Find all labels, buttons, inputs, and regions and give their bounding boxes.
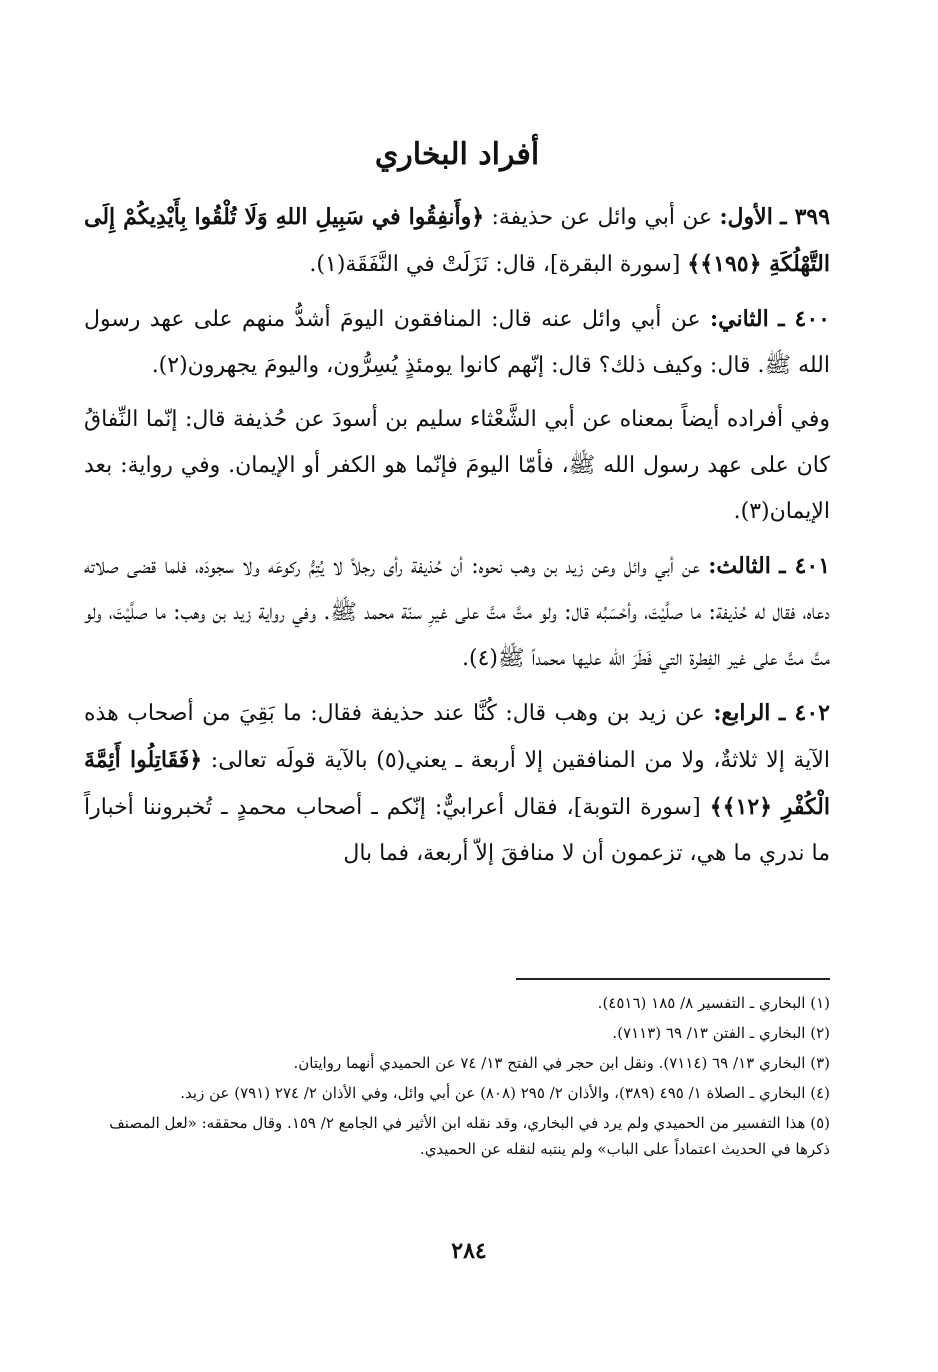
hadith-heading: الثالث: <box>708 553 771 579</box>
hadith-text-continued: [سورة البقرة]، قال: نَزَلَتْ في النَّفَقَة(١). <box>309 252 688 277</box>
hadith-text-continued: [سورة التوبة]، فقال أعرابيٌّ: إنّكم ـ أصحاب محمدٍ ـ تُخبروننا أخباراً ما ندري ما هي، تزعمون أن لا منافقَ إلاّ أربعة، فما بال <box>84 795 830 866</box>
hadith-paragraph-399 <box>84 194 830 288</box>
hadith-text: عن أبي وائل عنه قال: المنافقون اليومَ أشدُّ منهم على عهد رسول الله ﷺ. قال: وكيف ذلك؟ قال: إنّهم كانوا يومئذٍ يُسِرُّون، واليومَ يجهرون(٢). <box>84 307 830 378</box>
footnote: (٥) هذا التفسير من الحميدي ولم يرد في البخاري، وقد نقله ابن الأثير في الجامع ٢/ ١٥٩. وقال محققه: «لعل المصنف ذكرها في الحديث اعتماداً على الباب» ولم ينتبه لنقله عن الحميدي. <box>109 1114 830 1158</box>
hadith-text: وفي أفراده أيضاً بمعناه عن أبي الشَّعْثاء سليم بن أسودَ عن حُذيفة قال: إنّما النِّفاقُ كان على عهد رسول الله ﷺ، فأمّا اليومَ فإنّما هو الكفر أو الإيمان. وفي رواية: بعد الإيمان(٣). <box>84 407 830 524</box>
hadith-number: ٤٠٠ ـ <box>778 306 830 332</box>
hadith-number: ٣٩٩ ـ <box>780 204 831 230</box>
footnote-separator <box>516 978 830 980</box>
hadith-heading: الرابع: <box>713 700 771 726</box>
hadith-paragraph-400 <box>84 296 830 389</box>
footnote: (١) البخاري ـ التفسير ٨/ ١٨٥ (٤٥١٦). <box>597 994 830 1012</box>
hadith-paragraph-400-variant <box>84 397 830 535</box>
quran-verse: ﴿وأَنفِقُوا في سَبِيلِ اللهِ وَلَا تُلْقُوا بِأَيْدِيكُمْ إِلَى التَّهْلُكَةِ ﴿١٩٥﴾﴾ <box>84 204 830 277</box>
hadith-number: ٤٠١ ـ <box>779 553 831 579</box>
hadith-heading: الأول: <box>719 204 773 230</box>
hadith-text: عن أبي وائل عن حذيفة: <box>484 205 720 230</box>
quran-verse: ﴿فَقَاتِلُوا أَئِمَّةَ الْكُفْرِ ﴿١٢﴾﴾ <box>84 747 830 820</box>
hadith-paragraph-402 <box>84 690 830 877</box>
page-number: ٢٨٤ <box>451 1238 487 1264</box>
footnote: (٣) البخاري ١٣/ ٦٩ (٧١١٤). ونقل ابن حجر في الفتح ١٣/ ٧٤ عن الحميدي أنهما روايتان. <box>293 1054 830 1072</box>
footnotes <box>84 990 830 1166</box>
hadith-text: عن أبي وائل وعن زيد بن وهب نحوه: أن حُذيفة رأى رجلاً لا يُتِمُّ ركوعَه ولا سجودَه، فلما قضى صلاته دعاه، فقال له حُذيفة: ما صلَّيْتَ، وأحْسَبُه قال: ولو متَّ متَّ على غيرِ سنّة محمد ﷺ. وفي رواية زيد بن وهب: ما صلَّيْتَ، ولو متَّ متَّ على غير الفِطرة التي فَطَرَ الله عليها محمداً ﷺ(٤). <box>84 554 830 671</box>
hadith-number: ٤٠٢ ـ <box>778 700 830 726</box>
footnote: (٢) البخاري ـ الفتن ١٣/ ٦٩ (٧١١٣). <box>612 1024 830 1042</box>
hadith-text: عن زيد بن وهب قال: كُنَّا عند حذيفة فقال: ما بَقِيَ من أصحاب هذه الآية إلا ثلاثةٌ، ولا من المنافقين إلا أربعة ـ يعني(٥) بالآية قولَه تعالى: <box>84 701 831 773</box>
document-page <box>84 130 830 885</box>
page-title: أفراد البخاري <box>374 137 540 172</box>
hadith-heading: الثاني: <box>709 306 769 332</box>
footnote: (٤) البخاري ـ الصلاة ١/ ٤٩٥ (٣٨٩)، والأذان ٢/ ٢٩٥ (٨٠٨) عن أبي وائل، وفي الأذان ٢/ ٢٧٤ (٧٩١) عن زيد. <box>180 1084 830 1102</box>
hadith-paragraph-401 <box>84 543 830 682</box>
